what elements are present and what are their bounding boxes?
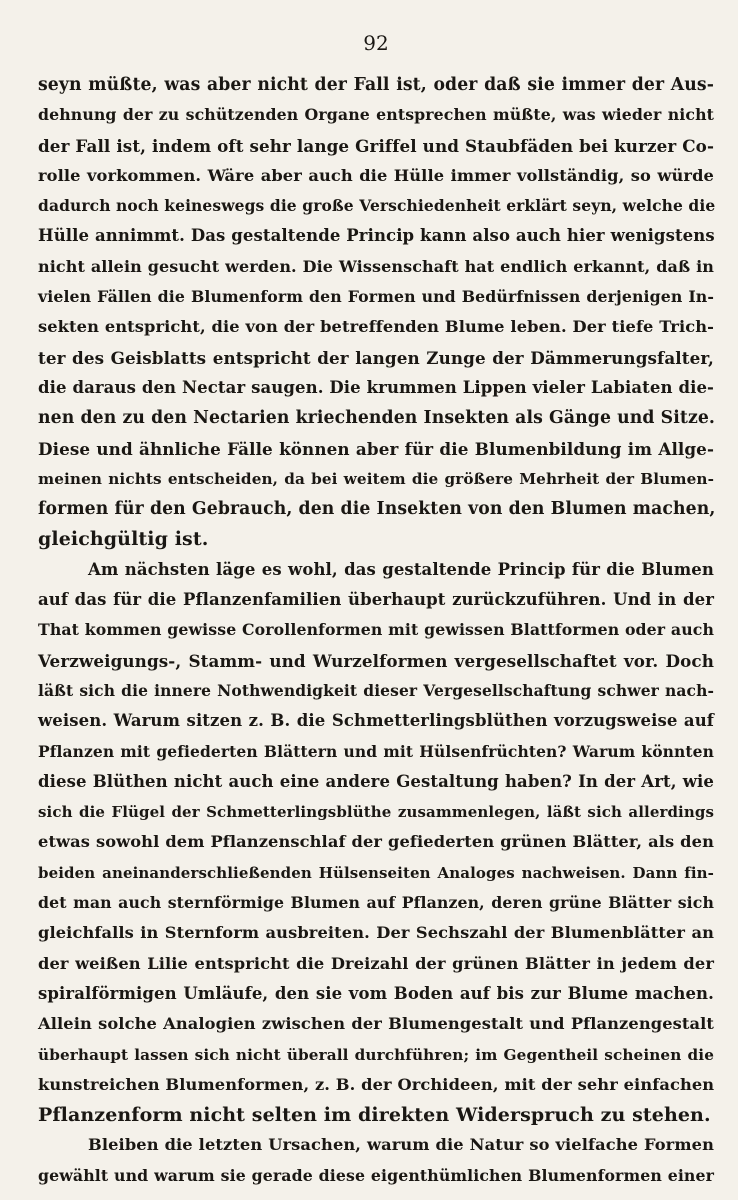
- text-line: dehnung der zu schützenden Organe entsprechen müßte, was wieder nicht: [38, 105, 714, 125]
- text-line: sekten entspricht, die von der betreffenden Blume leben. Der tiefe Trich-: [38, 317, 714, 337]
- text-line: Verzweigungs-, Stamm- und Wurzelformen vergesellschaftet vor. Doch: [38, 650, 714, 671]
- text-line: nen den zu den Nectarien kriechenden Insekten als Gänge und Sitze.: [38, 408, 716, 429]
- text-line: läßt sich die innere Nothwendigkeit dieser Vergesellschaftung schwer nach-: [38, 680, 714, 700]
- text-line: ter des Geisblatts entspricht der langen Zunge der Dämmerungsfalter,: [38, 347, 714, 368]
- text-line: sich die Flügel der Schmetterlingsblüthe zusammenlegen, läßt sich allerdings: [38, 803, 714, 822]
- paragraph-3: [38, 1130, 714, 1191]
- text-line: seyn müßte, was aber nicht der Fall ist, oder daß sie immer der Aus-: [38, 75, 714, 95]
- text-line: gewählt und warum sie gerade diese eigenthümlichen Blumenformen einer: [38, 1165, 714, 1185]
- text-line: That kommen gewisse Corollenformen mit gewissen Blattformen oder auch: [38, 620, 714, 640]
- text-line: Allein solche Analogien zwischen der Blumengestalt und Pflanzengestalt: [38, 1014, 714, 1034]
- text-line: formen für den Gebrauch, den die Insekten von den Blumen machen,: [38, 499, 716, 520]
- page-number: 92: [363, 31, 389, 55]
- text-line: meinen nichts entscheiden, da bei weitem die größere Mehrheit der Blumen-: [38, 469, 714, 488]
- text-line: diese Blüthen nicht auch eine andere Gestaltung haben? In der Art, wie: [38, 771, 714, 791]
- paragraph-1: [38, 70, 714, 555]
- text-line: Pflanzenform nicht selten im direkten Widerspruch zu stehen.: [38, 1104, 711, 1127]
- text-line: spiralförmigen Umläufe, den sie vom Boden auf bis zur Blume machen.: [38, 983, 714, 1003]
- text-line: kunstreichen Blumenformen, z. B. der Orchideen, mit der sehr einfachen: [38, 1074, 715, 1094]
- text-line: beiden aneinanderschließenden Hülsenseiten Analoges nachweisen. Dann fin-: [38, 863, 714, 882]
- text-line: Am nächsten läge es wohl, das gestaltende Princip für die Blumen: [88, 559, 714, 579]
- text-line: der Fall ist, indem oft sehr lange Griffel und Staubfäden bei kurzer Co-: [38, 135, 714, 156]
- text-line: dadurch noch keineswegs die große Verschiedenheit erklärt seyn, welche die: [38, 196, 716, 216]
- text-line: det man auch sternförmige Blumen auf Pflanzen, deren grüne Blätter sich: [38, 893, 714, 913]
- paragraph-2: [38, 555, 714, 1131]
- text-line: nicht allein gesucht werden. Die Wissenschaft hat endlich erkannt, daß in: [38, 256, 714, 276]
- text-line: überhaupt lassen sich nicht überall durchführen; im Gegentheil scheinen die: [38, 1045, 714, 1064]
- text-line: gleichfalls in Sternform ausbreiten. Der Sechszahl der Blumenblätter an: [38, 923, 714, 943]
- text-line: Hülle annimmt. Das gestaltende Princip kann also auch hier wenigstens: [38, 226, 715, 246]
- text-line: etwas sowohl dem Pflanzenschlaf der gefiederten grünen Blätter, als den: [38, 832, 714, 852]
- text-line: Diese und ähnliche Fälle können aber für die Blumenbildung im Allge-: [38, 438, 714, 459]
- text-line: Pflanzen mit gefiederten Blättern und mit Hülsenfrüchten? Warum könnten: [38, 741, 714, 761]
- text-line: Bleiben die letzten Ursachen, warum die Natur so vielfache Formen: [88, 1135, 714, 1155]
- text-line: gleichgültig ist.: [38, 528, 209, 551]
- text-line: auf das für die Pflanzenfamilien überhaupt zurückzuführen. Und in der: [38, 590, 714, 610]
- text-line: vielen Fällen die Blumenform den Formen und Bedürfnissen derjenigen In-: [38, 287, 714, 307]
- text-line: weisen. Warum sitzen z. B. die Schmetterlingsblüthen vorzugsweise auf: [38, 711, 714, 731]
- text-line: rolle vorkommen. Wäre aber auch die Hülle immer vollständig, so würde: [38, 165, 714, 185]
- text-line: der weißen Lilie entspricht die Dreizahl der grünen Blätter in jedem der: [38, 953, 714, 973]
- text-line: die daraus den Nectar saugen. Die krummen Lippen vieler Labiaten die-: [38, 377, 714, 397]
